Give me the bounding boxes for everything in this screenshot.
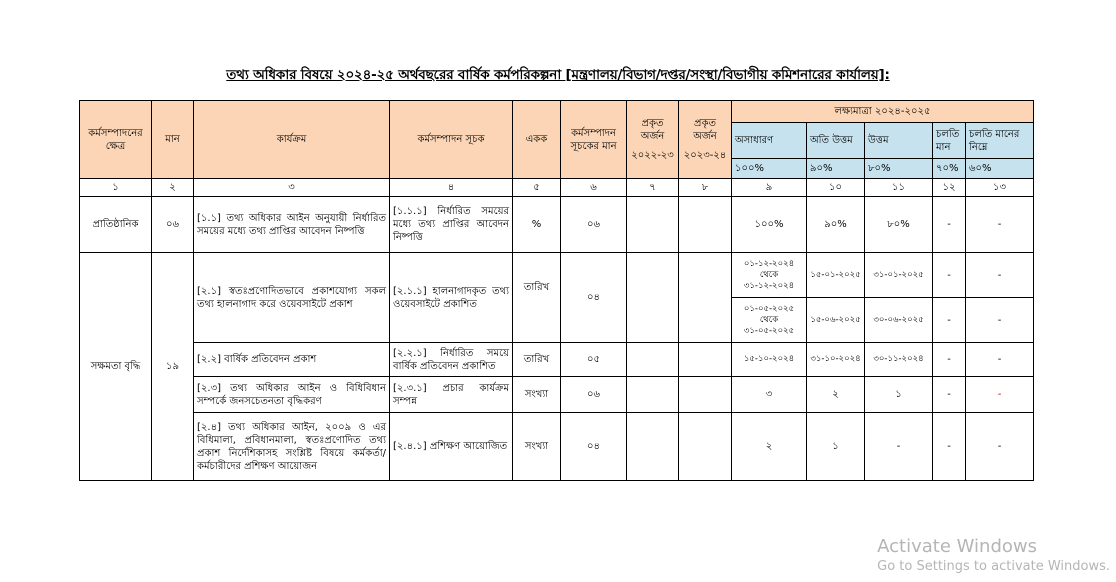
indicator-cell: [১.১.১] নির্ধারিত সময়ের মধ্যে তথ্য প্রাপ্তির আবেদন নিষ্পত্তি	[390, 197, 513, 253]
table-row	[80, 253, 1034, 298]
header-indicator-value: কর্মসম্পাদন সূচকের মান	[561, 101, 627, 179]
target-cell: ২	[807, 377, 865, 413]
header-pct-90: ৯০%	[807, 159, 865, 179]
target-cell: -	[933, 298, 966, 343]
header-target-current: চলতি মান	[933, 123, 966, 159]
header-pct-100: ১০০%	[732, 159, 807, 179]
area-cell: প্রাতিষ্ঠানিক	[80, 197, 152, 253]
table-row	[80, 197, 1034, 253]
empty-cell	[627, 413, 679, 481]
target-cell: -	[966, 197, 1034, 253]
empty-cell	[627, 377, 679, 413]
value-cell: ০৪	[561, 413, 627, 481]
empty-cell	[679, 197, 732, 253]
target-cell: ১৫-০১-২০২৫	[807, 253, 865, 298]
target-cell: -	[933, 197, 966, 253]
header-pct-60: ৬০%	[966, 159, 1034, 179]
target-cell: ৯০%	[807, 197, 865, 253]
target-cell: ১৫-০৬-২০২৫	[807, 298, 865, 343]
value-cell: ০৫	[561, 343, 627, 377]
target-cell: ১০০%	[732, 197, 807, 253]
target-cell: ৮০%	[865, 197, 933, 253]
indicator-cell: [২.৪.১] প্রশিক্ষণ আয়োজিত	[390, 413, 513, 481]
target-cell: ৩১-০১-২০২৫	[865, 253, 933, 298]
header-actual-2022-23	[627, 101, 679, 179]
target-cell: ৩১-১০-২০২৪	[807, 343, 865, 377]
date-to: ৩১-১২-২০২৪	[743, 280, 795, 291]
target-cell: -	[966, 377, 1034, 413]
target-cell: ৩০-১১-২০২৪	[865, 343, 933, 377]
target-cell: -	[966, 253, 1034, 298]
header-target-good: উত্তম	[865, 123, 933, 159]
document-title: তথ্য অধিকার বিষয়ে ২০২৪-২৫ অর্থবছরের বার্ষিক কর্মপরিকল্পনা [মন্ত্রণালয়/বিভাগ/দপ্তর/সংস্থা/বিভাগীয় কমিশনারের কার্যালয়]:	[226, 67, 890, 83]
header-actual-2023-24-year: ২০২৩-২৪	[683, 150, 727, 161]
target-cell: ১	[865, 377, 933, 413]
target-cell: -	[933, 413, 966, 481]
target-cell: -	[865, 413, 933, 481]
activity-cell: [১.১] তথ্য অধিকার আইন অনুযায়ী নির্ধারিত সময়ের মধ্যে তথ্য প্রাপ্তির আবেদন নিষ্পত্তি	[194, 197, 390, 253]
empty-cell	[627, 253, 679, 343]
value-cell: ০৬	[561, 197, 627, 253]
header-pct-70: ৭০%	[933, 159, 966, 179]
col-number: ৫	[513, 179, 561, 197]
empty-cell	[627, 197, 679, 253]
col-number: ৩	[194, 179, 390, 197]
unit-cell: তারিখ	[513, 253, 561, 343]
activity-cell: [২.২] বার্ষিক প্রতিবেদন প্রকাশ	[194, 343, 390, 377]
activity-cell: [২.১] স্বতঃপ্রণোদিতভাবে প্রকাশযোগ্য সকল তথ্য হালনাগাদ করে ওয়েবসাইটে প্রকাশ	[194, 253, 390, 343]
target-cell: -	[966, 413, 1034, 481]
target-cell: ৩০-০৬-২০২৫	[865, 298, 933, 343]
col-number: ৪	[390, 179, 513, 197]
unit-cell: তারিখ	[513, 343, 561, 377]
header-target-excellent: অসাধারণ	[732, 123, 807, 159]
header-actual-2022-23-label: প্রকৃত অর্জন	[640, 118, 665, 142]
header-target-very-good: অতি উত্তম	[807, 123, 865, 159]
value-cell: ০৪	[561, 253, 627, 343]
empty-cell	[627, 343, 679, 377]
col-number: ৭	[627, 179, 679, 197]
area-cell: সক্ষমতা বৃদ্ধি	[80, 253, 152, 481]
table-row	[80, 377, 1034, 413]
table-row	[80, 413, 1034, 481]
header-area: কর্মসম্পাদনের ক্ষেত্র	[80, 101, 152, 179]
header-actual-2023-24-label: প্রকৃত অর্জন	[693, 118, 717, 142]
header-target-group: লক্ষ্যমাত্রা ২০২৪-২০২৫	[732, 101, 1034, 123]
table-row	[80, 343, 1034, 377]
empty-cell	[679, 253, 732, 343]
header-actual-2023-24	[679, 101, 732, 179]
indicator-cell: [২.১.১] হালনাগাদকৃত তথ্য ওয়েবসাইটে প্রকাশিত	[390, 253, 513, 343]
date-from: ০১-০৫-২০২৫	[743, 303, 795, 314]
date-sep: থেকে	[759, 269, 779, 280]
unit-cell: %	[513, 197, 561, 253]
header-activity: কার্যক্রম	[194, 101, 390, 179]
col-number: ৯	[732, 179, 807, 197]
date-from: ০১-১২-২০২৪	[743, 258, 795, 269]
empty-cell	[679, 413, 732, 481]
unit-cell: সংখ্যা	[513, 377, 561, 413]
mark-cell: ১৯	[152, 253, 194, 481]
target-cell: -	[933, 343, 966, 377]
target-cell	[732, 253, 807, 298]
header-pct-80: ৮০%	[865, 159, 933, 179]
indicator-cell: [২.২.১] নির্ধারিত সময়ে বার্ষিক প্রতিবেদন প্রকাশিত	[390, 343, 513, 377]
target-cell: -	[933, 253, 966, 298]
watermark-line1: Activate Windows	[877, 536, 1037, 557]
date-to: ৩১-০৫-২০২৫	[743, 325, 795, 336]
target-cell: -	[966, 343, 1034, 377]
header-target-below-current: চলতি মানের নিম্নে	[966, 123, 1034, 159]
header-mark: মান	[152, 101, 194, 179]
header-actual-2022-23-year: ২০২২-২৩	[631, 150, 674, 161]
indicator-cell: [২.৩.১] প্রচার কার্যক্রম সম্পন্ন	[390, 377, 513, 413]
empty-cell	[679, 343, 732, 377]
target-cell: -	[933, 377, 966, 413]
target-cell: ৩	[732, 377, 807, 413]
action-plan-table	[79, 100, 1034, 481]
activate-windows-watermark	[877, 536, 1110, 576]
activity-cell: [২.৪] তথ্য অধিকার আইন, ২০০৯ ও এর বিধিমালা, প্রবিধানমালা, স্বতঃপ্রণোদিত তথ্য প্রকাশ নির্দেশিকাসহ সংশ্লিষ্ট বিষয়ে কর্মকর্তা/কর্মচারীদের প্রশিক্ষণ আয়োজন	[194, 413, 390, 481]
target-cell	[732, 298, 807, 343]
header-row-1	[80, 101, 1034, 123]
target-cell: -	[966, 298, 1034, 343]
col-number: ৮	[679, 179, 732, 197]
target-cell: ১৫-১০-২০২৪	[732, 343, 807, 377]
header-indicator: কর্মসম্পাদন সূচক	[390, 101, 513, 179]
col-number: ১২	[933, 179, 966, 197]
col-number: ১১	[865, 179, 933, 197]
empty-cell	[679, 377, 732, 413]
target-cell: ১	[807, 413, 865, 481]
value-cell: ০৬	[561, 377, 627, 413]
activity-cell: [২.৩] তথ্য অধিকার আইন ও বিধিবিধান সম্পর্কে জনসচেতনতা বৃদ্ধিকরণ	[194, 377, 390, 413]
header-unit: একক	[513, 101, 561, 179]
mark-cell: ০৬	[152, 197, 194, 253]
col-number: ১৩	[966, 179, 1034, 197]
unit-cell: সংখ্যা	[513, 413, 561, 481]
col-number: ৬	[561, 179, 627, 197]
target-cell: ২	[732, 413, 807, 481]
column-number-row	[80, 179, 1034, 197]
col-number: ২	[152, 179, 194, 197]
col-number: ১০	[807, 179, 865, 197]
watermark-line2: Go to Settings to activate Windows.	[877, 559, 1110, 574]
date-sep: থেকে	[759, 314, 779, 325]
col-number: ১	[80, 179, 152, 197]
